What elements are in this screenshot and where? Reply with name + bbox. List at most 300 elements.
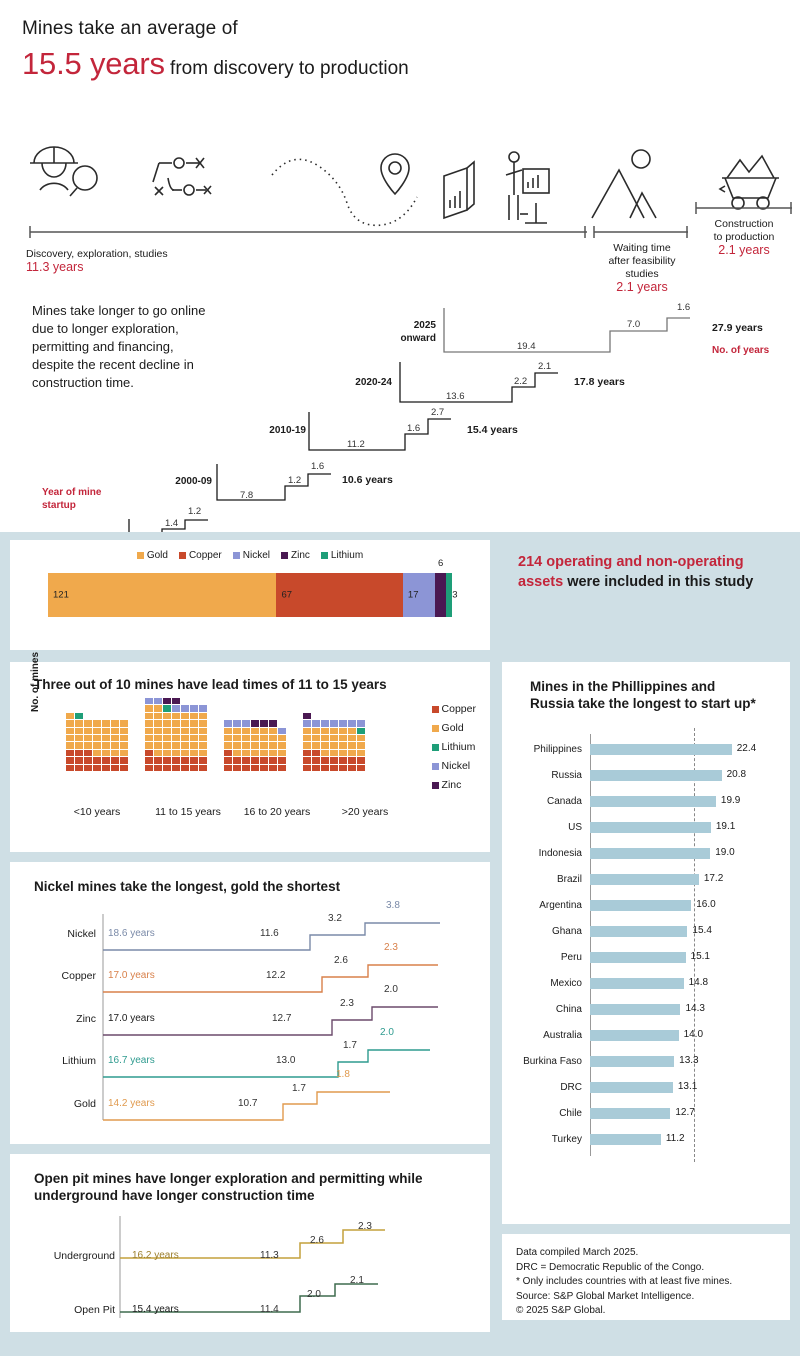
waffle-cell xyxy=(120,750,128,756)
waffle-cell xyxy=(111,735,119,741)
minetype-s2-openpit: 2.0 xyxy=(307,1289,321,1300)
country-row xyxy=(502,870,790,896)
callout-number: 214 xyxy=(518,554,543,570)
staircase-steps-2010-19 xyxy=(309,412,451,450)
waffle-column xyxy=(233,720,241,771)
top-section xyxy=(0,0,800,532)
waffle-cell xyxy=(84,757,92,763)
country-value: 13.1 xyxy=(677,1081,698,1092)
waffle-cell xyxy=(224,720,232,726)
waffle-column xyxy=(84,713,92,771)
country-value: 19.1 xyxy=(715,821,736,832)
callout-black-text: were included in this study xyxy=(567,574,754,590)
waffle-column xyxy=(242,720,250,771)
survey-points-icon xyxy=(153,158,211,195)
waffle-cell xyxy=(330,742,338,748)
stacked-value-zinc: 6 xyxy=(438,558,444,569)
waffle-cell xyxy=(303,757,311,763)
country-name: Burkina Faso xyxy=(523,1056,582,1067)
timeline-phase1 xyxy=(26,248,168,274)
waffle-cell xyxy=(172,757,180,763)
waffle-column xyxy=(199,698,207,771)
footer-line-3: * Only includes countries with at least five mines. xyxy=(516,1276,733,1287)
country-row xyxy=(502,896,790,922)
footer-notes xyxy=(502,1234,790,1320)
leadtime-total-zinc: 17.0 years xyxy=(108,1013,155,1024)
waffle-cell xyxy=(145,713,153,719)
waffle-cell xyxy=(172,742,180,748)
waffle-column xyxy=(312,713,320,771)
country-row xyxy=(502,818,790,844)
waffle-cell xyxy=(348,728,356,734)
waffle-cell xyxy=(154,742,162,748)
waffle-cell xyxy=(339,728,347,734)
legend-item-gold xyxy=(137,550,168,561)
country-row xyxy=(502,974,790,1000)
stacked-value-nickel: 17 xyxy=(407,589,419,601)
waffle-cell xyxy=(84,742,92,748)
waffle-cell xyxy=(233,742,241,748)
waffle-column xyxy=(154,698,162,771)
leadtime-s3-nickel: 3.8 xyxy=(386,900,400,911)
staircase-seg2-2020-24: 2.2 xyxy=(514,376,528,387)
waffle-cell xyxy=(224,757,232,763)
waffle-cell xyxy=(154,720,162,726)
waffle-cell xyxy=(163,713,171,719)
waffle-cell xyxy=(190,757,198,763)
waffle-cell xyxy=(111,728,119,734)
staircase-total-2020-24: 17.8 years xyxy=(574,376,625,388)
waffle-cell xyxy=(66,742,74,748)
waffle-cell xyxy=(190,750,198,756)
waffle-cell xyxy=(93,765,101,771)
stacked-bar xyxy=(48,558,458,617)
waffle-cell xyxy=(93,735,101,741)
minetype-card xyxy=(10,1154,490,1332)
waffle-cell xyxy=(321,742,329,748)
minetype-cat-openpit: Open Pit xyxy=(74,1304,115,1316)
footer-line-2: DRC = Democratic Republic of the Congo. xyxy=(516,1261,705,1273)
country-name: US xyxy=(568,822,582,833)
staircase-seg2-1990-99: 1.4 xyxy=(165,518,179,529)
waffle-cell xyxy=(102,728,110,734)
waffle-cell xyxy=(224,765,232,771)
waffle-cell xyxy=(75,750,83,756)
waffle-cell xyxy=(278,757,286,763)
waffle-cell xyxy=(181,765,189,771)
leadtime-distribution-card xyxy=(10,651,490,852)
staircase-total-2025: 27.9 years xyxy=(712,322,763,334)
stacked-segment-copper xyxy=(276,573,402,617)
presenter-icon xyxy=(506,152,549,223)
leadtime-s2-lithium: 1.7 xyxy=(343,1040,357,1051)
waffle-cell xyxy=(339,750,347,756)
waffle-cell xyxy=(278,735,286,741)
waffle-cell xyxy=(312,728,320,734)
staircase-seg3-2000-09: 1.6 xyxy=(311,461,325,472)
waffle-cell xyxy=(163,720,171,726)
waffle-cell xyxy=(75,757,83,763)
waffle-cell xyxy=(233,750,241,756)
minetype-total-openpit: 15.4 years xyxy=(132,1304,179,1315)
country-name: Peru xyxy=(560,952,582,963)
staircase-axis-label-left-l2: startup xyxy=(42,500,76,511)
waffle-cell xyxy=(321,750,329,756)
legend-item-copper xyxy=(179,550,222,561)
waffle-legend-copper xyxy=(432,700,476,719)
waffle-chart xyxy=(66,698,366,771)
waffle-cell xyxy=(199,728,207,734)
country-bar xyxy=(590,1108,670,1119)
waffle-cell xyxy=(84,720,92,726)
minetype-total-underground: 16.2 years xyxy=(132,1250,179,1261)
staircase-seg3-2025: 1.6 xyxy=(677,302,691,313)
waffle-cell xyxy=(251,720,259,726)
waffle-legend-gold xyxy=(432,719,476,738)
minetype-s1-underground: 11.3 xyxy=(260,1250,279,1261)
staircase-axis-label-left xyxy=(42,486,132,512)
waffle-cell xyxy=(154,735,162,741)
commodity-leadtime-card xyxy=(10,862,490,1144)
waffle-cell xyxy=(154,698,162,704)
asset-breakdown-card xyxy=(10,540,490,650)
leadtime-cat-gold: Gold xyxy=(73,1098,96,1110)
waffle-cell xyxy=(172,750,180,756)
stacked-value-copper: 67 xyxy=(281,589,293,601)
waffle-cell xyxy=(242,765,250,771)
waffle-cell xyxy=(312,735,320,741)
waffle-cell xyxy=(242,742,250,748)
leadtime-cat-lithium: Lithium xyxy=(62,1055,96,1067)
waffle-legend-label-gold: Gold xyxy=(441,722,464,734)
country-bar xyxy=(590,926,687,937)
country-bar xyxy=(590,822,711,833)
waffle-xlabel-3: >20 years xyxy=(341,806,389,818)
country-name: Indonesia xyxy=(538,848,582,859)
staircase-cat-2010-19: 2010-19 xyxy=(269,425,306,436)
waffle-cell xyxy=(199,735,207,741)
waffle-cell xyxy=(120,735,128,741)
waffle-legend-lithium xyxy=(432,738,476,757)
leadtime-total-gold: 14.2 years xyxy=(108,1098,155,1109)
country-leadtime-card xyxy=(502,662,790,1224)
timeline-phase2-years: 2.1 years xyxy=(616,280,668,294)
waffle-ylabel: No. of mines xyxy=(30,651,41,712)
waffle-cell xyxy=(102,735,110,741)
waffle-column xyxy=(357,713,365,771)
waffle-cell xyxy=(251,735,259,741)
waffle-cell xyxy=(163,698,171,704)
waffle-cell xyxy=(312,765,320,771)
waffle-cell xyxy=(181,735,189,741)
headline-line1: Mines take an average of xyxy=(22,18,238,39)
waffle-cell xyxy=(199,713,207,719)
minetype-cat-underground: Underground xyxy=(53,1250,115,1262)
waffle-cell xyxy=(172,720,180,726)
timeline-phase2-label-l2: after feasibility xyxy=(608,255,676,267)
waffle-cell xyxy=(102,765,110,771)
waffle-column xyxy=(339,713,347,771)
waffle-legend-label-lithium: Lithium xyxy=(441,741,476,753)
waffle-cell xyxy=(242,750,250,756)
waffle-cell xyxy=(260,750,268,756)
miner-magnifier-icon xyxy=(30,147,97,196)
waffle-cell xyxy=(339,765,347,771)
waffle-legend-label-nickel: Nickel xyxy=(441,760,471,772)
waffle-cell xyxy=(199,765,207,771)
waffle-cell xyxy=(269,750,277,756)
waffle-column xyxy=(303,713,311,771)
waffle-cell xyxy=(357,735,365,741)
staircase-steps-2025 xyxy=(444,308,690,352)
staircase-seg2-2025: 7.0 xyxy=(627,319,641,330)
waffle-cell xyxy=(84,765,92,771)
staircase-seg2-2010-19: 1.6 xyxy=(407,423,421,434)
country-name: Australia xyxy=(543,1030,582,1041)
waffle-cell xyxy=(66,735,74,741)
commodity-leadtime-title: Nickel mines take the longest, gold the shortest xyxy=(34,879,341,894)
minetype-s1-openpit: 11.4 xyxy=(260,1304,279,1315)
legend-label-nickel: Nickel xyxy=(242,550,270,561)
waffle-cell xyxy=(181,757,189,763)
mountains-icon xyxy=(592,150,656,218)
waffle-cell xyxy=(260,720,268,726)
country-bar xyxy=(590,1004,680,1015)
waffle-cell xyxy=(102,742,110,748)
waffle-cell xyxy=(321,757,329,763)
waffle-cell xyxy=(102,757,110,763)
timeline-axis xyxy=(30,202,792,238)
waffle-cell xyxy=(75,735,83,741)
waffle-legend-label-copper: Copper xyxy=(441,703,476,715)
waffle-cell xyxy=(357,720,365,726)
leadtime-s1-zinc: 12.7 xyxy=(272,1013,292,1024)
country-row xyxy=(502,792,790,818)
waffle-cell xyxy=(181,742,189,748)
waffle-cell xyxy=(120,765,128,771)
leadtime-s1-lithium: 13.0 xyxy=(276,1055,296,1066)
country-name: DRC xyxy=(560,1082,582,1093)
timeline-phase1-years: 11.3 years xyxy=(26,260,84,274)
leadtime-total-lithium: 16.7 years xyxy=(108,1055,155,1066)
waffle-cell xyxy=(66,765,74,771)
stacked-segment-zinc xyxy=(435,558,446,617)
timeline-phase3 xyxy=(694,218,794,257)
waffle-cell xyxy=(348,720,356,726)
waffle-cell xyxy=(84,750,92,756)
waffle-cell xyxy=(348,765,356,771)
waffle-cell xyxy=(199,757,207,763)
leadtime-s1-copper: 12.2 xyxy=(266,970,286,981)
waffle-cell xyxy=(251,728,259,734)
waffle-cell xyxy=(154,750,162,756)
leadtime-s2-zinc: 2.3 xyxy=(340,998,354,1009)
waffle-cell xyxy=(233,728,241,734)
waffle-cell xyxy=(172,728,180,734)
leadtime-s2-gold: 1.7 xyxy=(292,1083,306,1094)
country-chart-title: Mines in the Phillippines and Russia take the longest to start up* xyxy=(530,679,756,711)
timeline-phase3-years: 2.1 years xyxy=(718,243,770,257)
country-row xyxy=(502,1052,790,1078)
footer-line-5: © 2025 S&P Global. xyxy=(516,1305,606,1316)
waffle-cell xyxy=(303,713,311,719)
waffle-cell xyxy=(321,735,329,741)
waffle-cell xyxy=(181,750,189,756)
country-bar xyxy=(590,900,691,911)
country-value: 14.3 xyxy=(685,1003,705,1014)
country-bar xyxy=(590,744,732,755)
waffle-cell xyxy=(260,757,268,763)
headline-big-number: 15.5 years xyxy=(22,46,165,81)
waffle-cell xyxy=(242,720,250,726)
waffle-cell xyxy=(357,728,365,734)
waffle-cell xyxy=(145,742,153,748)
leadtime-cat-nickel: Nickel xyxy=(67,928,96,940)
country-name: Brazil xyxy=(556,874,582,885)
waffle-cell xyxy=(66,757,74,763)
waffle-cell xyxy=(181,720,189,726)
waffle-cell xyxy=(111,750,119,756)
waffle-cell xyxy=(233,757,241,763)
waffle-xlabel-1: 11 to 15 years xyxy=(155,806,221,818)
staircase-seg1-2020-24: 13.6 xyxy=(446,391,465,402)
country-bar xyxy=(590,1082,673,1093)
timeline-phase2-label-l3: studies xyxy=(625,268,659,280)
waffle-cell xyxy=(199,742,207,748)
minetype-s2-underground: 2.6 xyxy=(310,1235,324,1246)
waffle-cell xyxy=(163,765,171,771)
waffle-cell xyxy=(93,742,101,748)
waffle-cell xyxy=(224,735,232,741)
timeline-phase3-label-l1: Construction xyxy=(714,218,774,230)
country-row xyxy=(502,740,790,766)
waffle-cell xyxy=(330,765,338,771)
waffle-cell xyxy=(330,735,338,741)
leadtime-s1-gold: 10.7 xyxy=(238,1098,258,1109)
minetype-title: Open pit mines have longer exploration and permitting while underground have longer construction time xyxy=(34,1171,423,1203)
leadtime-s2-copper: 2.6 xyxy=(334,955,348,966)
waffle-cell xyxy=(145,728,153,734)
waffle-cell xyxy=(154,757,162,763)
waffle-cell xyxy=(145,735,153,741)
dotted-path-icon xyxy=(272,159,417,225)
waffle-cell xyxy=(269,728,277,734)
country-bar xyxy=(590,1056,674,1067)
waffle-cell xyxy=(278,742,286,748)
staircase-cat-2000-09: 2000-09 xyxy=(175,476,212,487)
country-bar xyxy=(590,848,710,859)
leadtime-s3-zinc: 2.0 xyxy=(384,984,398,995)
headline-line2 xyxy=(22,46,778,82)
waffle-cell xyxy=(339,757,347,763)
waffle-cell xyxy=(145,698,153,704)
waffle-cell xyxy=(66,720,74,726)
timeline-phase2-label-l1: Waiting time xyxy=(613,242,671,254)
waffle-cell xyxy=(190,735,198,741)
stacked-value-gold: 121 xyxy=(53,589,69,601)
waffle-cell xyxy=(190,713,198,719)
leadtime-s3-gold: 1.8 xyxy=(336,1069,350,1080)
waffle-cell xyxy=(172,765,180,771)
waffle-cell xyxy=(163,728,171,734)
waffle-cell xyxy=(330,728,338,734)
waffle-cell xyxy=(102,750,110,756)
country-value: 14.0 xyxy=(683,1029,704,1040)
country-name: Canada xyxy=(546,796,582,807)
waffle-cell xyxy=(163,705,171,711)
country-row xyxy=(502,766,790,792)
country-bar xyxy=(590,770,722,781)
waffle-cell xyxy=(199,720,207,726)
country-value: 14.8 xyxy=(688,977,709,988)
waffle-cell xyxy=(172,735,180,741)
waffle-cell xyxy=(312,757,320,763)
process-timeline xyxy=(22,90,778,294)
waffle-cell xyxy=(303,735,311,741)
waffle-block-3 xyxy=(303,713,366,771)
staircase-note: Mines take longer to go online due to longer exploration, permitting and financing, despite the recent decline in construction time. xyxy=(32,303,206,390)
waffle-cell xyxy=(303,720,311,726)
waffle-cell xyxy=(154,765,162,771)
waffle-cell xyxy=(111,720,119,726)
leadtime-cat-zinc: Zinc xyxy=(76,1013,96,1025)
waffle-cell xyxy=(251,742,259,748)
timeline-phase3-label-l2: to production xyxy=(713,231,775,243)
waffle-cell xyxy=(181,713,189,719)
leadtime-s3-lithium: 2.0 xyxy=(380,1027,394,1038)
waffle-cell xyxy=(348,757,356,763)
waffle-column xyxy=(102,713,110,771)
waffle-cell xyxy=(357,750,365,756)
legend-item-zinc xyxy=(281,550,310,561)
waffle-cell xyxy=(75,742,83,748)
staircase-seg3-2020-24: 2.1 xyxy=(538,361,552,372)
waffle-cell xyxy=(66,713,74,719)
waffle-legend-zinc xyxy=(432,776,476,795)
stacked-segment-gold xyxy=(48,573,276,617)
leadtime-s1-nickel: 11.6 xyxy=(260,928,279,939)
waffle-cell xyxy=(145,757,153,763)
country-name: Mexico xyxy=(550,978,582,989)
staircase-seg3-2010-19: 2.7 xyxy=(431,407,445,418)
waffle-cell xyxy=(75,728,83,734)
country-value: 13.3 xyxy=(679,1055,699,1066)
waffle-cell xyxy=(357,742,365,748)
waffle-cell xyxy=(330,720,338,726)
leadtime-total-nickel: 18.6 years xyxy=(108,928,155,939)
country-value: 15.1 xyxy=(690,951,710,962)
waffle-cell xyxy=(190,720,198,726)
country-value: 16.0 xyxy=(696,899,716,910)
legend-item-lithium xyxy=(321,550,363,561)
country-bar xyxy=(590,796,716,807)
waffle-cell xyxy=(303,750,311,756)
waffle-block-1 xyxy=(145,698,208,771)
waffle-cell xyxy=(75,713,83,719)
waffle-cell xyxy=(75,765,83,771)
waffle-cell xyxy=(199,750,207,756)
stacked-segment-nickel xyxy=(403,573,435,617)
waffle-legend xyxy=(432,700,476,795)
timeline-phase1-label: Discovery, exploration, studies xyxy=(26,248,168,260)
waffle-cell xyxy=(154,728,162,734)
waffle-column xyxy=(278,720,286,771)
waffle-cell xyxy=(278,728,286,734)
waffle-cell xyxy=(269,720,277,726)
waffle-cell xyxy=(269,765,277,771)
legend-item-nickel xyxy=(233,550,270,561)
waffle-cell xyxy=(190,742,198,748)
